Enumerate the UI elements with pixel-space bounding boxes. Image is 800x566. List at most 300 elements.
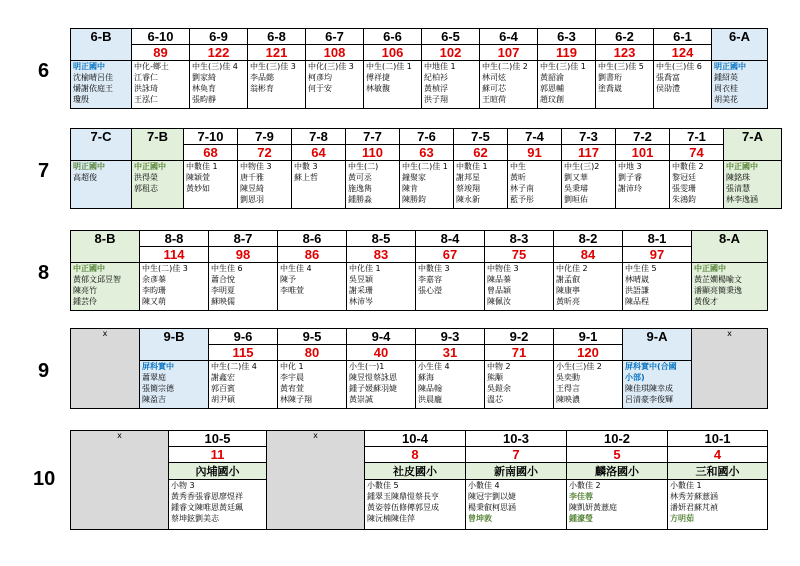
count-8-1: 97 [623,247,692,263]
names-7-6 [400,161,454,209]
name-line: 中物 2 [487,362,511,371]
class-6-4: 6-4 [480,29,538,45]
class-8-7: 8-7 [209,231,278,247]
name-line: 中生(二)佳 4 [211,362,257,371]
name-line: 曾坤敦 [468,514,492,523]
class-6-10: 6-10 [132,29,190,45]
class-6-6: 6-6 [364,29,422,45]
name-line: 沈榆晴呂佳 [73,73,113,82]
name-line: 柯彥均 [308,73,332,82]
count-6-9: 122 [190,45,248,61]
name-line: 黃崇誠 [349,395,373,404]
name-line: 陳永新 [456,195,480,204]
name-line: 小數佳 2 [569,481,601,490]
class-6-9: 6-9 [190,29,248,45]
name-line: 中生(三)佳 5 [598,62,644,71]
count-9-6: 115 [209,345,278,361]
school-name: 中正國中 [726,162,758,171]
name-line: 陳穎萱 [186,173,210,182]
name-line: 中化(三)佳 3 [308,62,354,71]
name-line: 黃郁文邱昱智 [73,275,121,284]
name-line: 林奐育 [192,84,216,93]
name-line: 中化佳 1 [349,264,381,273]
name-line: 陳亮竹 [73,286,97,295]
count-6-5: 102 [422,45,480,61]
name-line: 唐千雅 [240,173,264,182]
class-6-7: 6-7 [306,29,364,45]
name-line: 中數佳 1 [186,162,218,171]
name-line: 中生(三)佳 3 [250,62,296,71]
name-line: 陳冠宇劉以婕 [468,492,516,501]
count-8-2: 84 [554,247,623,263]
name-line: 中生(二)佳 1 [402,162,448,171]
grade-8-table [70,230,768,311]
names-6-10 [132,61,190,109]
name-line: 何于安 [308,84,332,93]
class-7-6: 7-6 [400,129,454,145]
count-6-8: 121 [248,45,306,61]
names-7-1 [670,161,724,209]
count-7-7: 110 [346,145,400,161]
names-7-5 [454,161,508,209]
name-line: 小數佳 1 [670,481,702,490]
name-line: 溫芯 [487,395,503,404]
name-line: 中數佳 1 [456,162,488,171]
name-line: 蕭合悅 [211,275,235,284]
name-line: 小生(三)佳 2 [556,362,602,371]
names-6-1 [654,61,712,109]
name-line: 中生 [510,162,526,171]
name-line: 蕭翠庭 [142,373,166,382]
class-9-2: 9-2 [485,329,554,345]
class-7-5: 7-5 [454,129,508,145]
names-6-3 [538,61,596,109]
names-7-C [71,161,132,209]
name-line: 中化-鄉土 [134,62,169,71]
name-line: 蘇映儒 [211,297,235,306]
class-10-2: 10-2 [567,431,668,447]
school-name: 明正國中 [714,62,746,71]
count-10-3: 7 [466,447,567,463]
count-9-1: 120 [554,345,623,361]
empty-cell: x [71,329,140,409]
name-line: 吳秉璿 [564,184,588,193]
names-7-2 [616,161,670,209]
names-6-9 [190,61,248,109]
name-line: 郭租志 [134,184,158,193]
names-10-5 [169,480,267,530]
name-line: 陳沅楠陳佳萍 [367,514,415,523]
school-name: 明正國中 [73,162,105,171]
name-line: 謝邦星 [456,173,480,182]
empty-cell: x [267,431,365,530]
names-7-A [724,161,782,209]
count-9-5: 80 [278,345,347,361]
class-9-1: 9-1 [554,329,623,345]
name-line: 李昀珊 [142,286,166,295]
name-line: 黃俊才 [694,297,718,306]
name-line: 中生(二)佳 3 [142,264,188,273]
name-line: 吳昱穎 [349,275,373,284]
class-9-5: 9-5 [278,329,347,345]
name-line: 張雯珊 [672,184,696,193]
name-line: 中生(三)佳 6 [656,62,702,71]
class-8-2: 8-2 [554,231,623,247]
name-line: 黎冠廷 [672,173,696,182]
name-line: 中數佳 2 [672,162,704,171]
name-line: 鍾睿文陳唯恩黃廷珮 [171,503,243,512]
name-line: 洪晨龐 [418,395,442,404]
name-line: 胡美花 [714,95,738,104]
name-line: 小數佳 5 [367,481,399,490]
name-line: 張畇靜 [192,95,216,104]
name-line: 鍾翠玉陳鼎愷蔡長亨 [367,492,439,501]
class-6-3: 6-3 [538,29,596,45]
count-9-3: 31 [416,345,485,361]
count-8-8: 114 [140,247,209,263]
name-line: 中物佳 3 [240,162,272,171]
names-8-7 [209,263,278,311]
school-name: 中正國中 [134,162,166,171]
name-line: 黃姿蓉伍修傳郭昱成 [367,503,439,512]
names-10-4 [365,480,466,530]
names-9-5 [278,361,347,409]
name-line: 洪得榮 [134,173,158,182]
names-9-6 [209,361,278,409]
name-line: 鍾紹英 [714,73,738,82]
names-8-5 [347,263,416,311]
names-7-4 [508,161,562,209]
names-8-6 [278,263,347,311]
names-10-2 [567,480,668,530]
name-line: 劉恩羽 [240,195,264,204]
count-10-5: 11 [169,447,267,463]
name-line: 小生佳 4 [418,362,450,371]
count-6-4: 107 [480,45,538,61]
name-line: 林晴崴 [625,275,649,284]
grade-7-table [70,128,782,209]
name-line: 黃芷嫺楊喻文 [694,275,742,284]
class-10-1: 10-1 [668,431,768,447]
names-8-B [71,263,140,311]
name-line: 劉又華 [564,173,588,182]
count-7-3: 117 [562,145,616,161]
names-9-4 [347,361,416,409]
class-6-2: 6-2 [596,29,654,45]
name-line: 陳昱愷蔡詠恩 [349,373,397,382]
names-8-4 [416,263,485,311]
school-name: 明正國中 [73,62,105,71]
name-line: 中物佳 3 [487,264,519,273]
names-6-7 [306,61,364,109]
count-7-5: 62 [454,145,508,161]
class-10-4: 10-4 [365,431,466,447]
grade-10-table [70,430,768,530]
name-line: 黃妙如 [186,184,210,193]
name-line: 李嘉容 [418,275,442,284]
class-7-1: 7-1 [670,129,724,145]
count-10-4: 8 [365,447,466,463]
class-8-A: 8-A [692,231,768,263]
name-line: 小數佳 4 [468,481,500,490]
class-7-9: 7-9 [238,129,292,145]
name-line: 郭百賓 [211,384,235,393]
count-6-3: 119 [538,45,596,61]
name-line: 中生(二) [348,162,379,171]
name-line: 吳鎧余 [487,384,511,393]
names-9-2 [485,361,554,409]
school-name: 中正國中 [73,264,105,273]
name-line: 陳佩汝 [487,297,511,306]
school-name: 屏科實中 [142,362,174,371]
name-line: 李明夏 [211,286,235,295]
name-line: 林司炫 [482,73,506,82]
names-8-2 [554,263,623,311]
name-line: 洪語謙 [625,286,649,295]
name-line: 陳昱綺 [240,184,264,193]
count-8-4: 67 [416,247,485,263]
name-line: 鐘聚家 [402,173,426,182]
name-line: 潘顯亮簡秉逸 [694,286,742,295]
names-6-8 [248,61,306,109]
name-line: 黃秀香張睿恩廖煜祥 [171,492,243,501]
class-9-3: 9-3 [416,329,485,345]
name-line: 李唯萱 [280,286,304,295]
name-line: 藍予彤 [510,195,534,204]
name-line: 郭恩輔 [540,84,564,93]
name-line: 鍾芸伶 [73,297,97,306]
empty-cell: x [71,431,169,530]
school-10-2: 麟洛國小 [567,463,668,480]
names-7-8 [292,161,346,209]
name-line: 林秀芳蘇薏涵 [670,492,718,501]
name-line: 黃昕 [510,173,526,182]
class-7-3: 7-3 [562,129,616,145]
name-line: 蔡竣翔 [456,184,480,193]
name-line: 李佳蓉 [569,492,593,501]
name-line: 陳勝鈞 [402,195,426,204]
class-8-B: 8-B [71,231,140,263]
name-line: 蘇海 [418,373,434,382]
name-line: 陳品程 [625,297,649,306]
class-10-3: 10-3 [466,431,567,447]
class-7-7: 7-7 [346,129,400,145]
name-line: 朱鴻鈞 [672,195,696,204]
name-line: 林敏馥 [366,84,390,93]
class-8-8: 8-8 [140,231,209,247]
names-6-B [71,61,132,109]
name-line: 中地佳 1 [424,62,456,71]
name-line: 洪子翔 [424,95,448,104]
name-line: 謝鑫宏 [211,373,235,382]
names-6-6 [364,61,422,109]
names-6-2 [596,61,654,109]
name-line: 呂清豪李俊輝 [625,395,673,404]
class-8-4: 8-4 [416,231,485,247]
name-line: 蔡坤鉉劉美志 [171,514,219,523]
name-line: 劉晅佑 [564,195,588,204]
count-7-8: 64 [292,145,346,161]
class-7-2: 7-2 [616,129,670,145]
class-7-10: 7-10 [184,129,238,145]
class-6-8: 6-8 [248,29,306,45]
name-line: 中化佳 2 [556,264,588,273]
names-9-A [623,361,692,409]
class-8-3: 8-3 [485,231,554,247]
name-line: 王暄荷 [482,95,506,104]
class-8-5: 8-5 [347,231,416,247]
names-8-A [692,263,768,311]
name-line: 李宇晨 [280,373,304,382]
name-line: 陳凱妍黃薏庭 [569,503,617,512]
class-8-1: 8-1 [623,231,692,247]
name-line: 陳肯 [402,184,418,193]
name-line: 謝沛玲 [618,184,642,193]
name-line: 小生(一)1 [349,362,385,371]
name-line: 洪詠琦 [134,84,158,93]
count-6-10: 89 [132,45,190,61]
name-line: 張心瀅 [418,286,442,295]
name-line: 陳康寧 [556,286,580,295]
class-7-A: 7-A [724,129,782,161]
count-7-6: 63 [400,145,454,161]
empty-cell: x [692,329,768,409]
names-7-3 [562,161,616,209]
names-7-7 [346,161,400,209]
name-line: 蘇可芯 [482,84,506,93]
name-line: 張簡宗德 [142,384,174,393]
name-line: 施逸雋 [348,184,372,193]
name-line: 侯劭澧 [656,84,680,93]
name-line: 陳銘珠 [726,173,750,182]
name-line: 翁彬育 [250,84,274,93]
name-line: 曾品穎 [487,286,511,295]
name-line: 中數佳 3 [418,264,450,273]
count-8-3: 75 [485,247,554,263]
name-line: 周衣桂 [714,84,738,93]
names-7-B [132,161,184,209]
school-name: 小部) [625,373,645,382]
count-8-5: 83 [347,247,416,263]
name-line: 中生佳 4 [280,264,312,273]
name-line: 王泓仁 [134,95,158,104]
name-line: 中地 3 [618,162,642,171]
names-8-1 [623,263,692,311]
names-7-9 [238,161,292,209]
names-9-1 [554,361,623,409]
name-line: 高超俊 [73,173,97,182]
class-7-8: 7-8 [292,129,346,145]
name-line: 劉家綺 [192,73,216,82]
name-line: 林陳子翔 [280,395,312,404]
name-line: 中生(三)2 [564,162,600,171]
count-8-6: 86 [278,247,347,263]
count-7-10: 68 [184,145,238,161]
class-7-4: 7-4 [508,129,562,145]
grade-9-label: 9 [38,360,50,382]
name-line: 陳又萌 [142,297,166,306]
name-line: 潘妍君蘇芃禎 [670,503,718,512]
grade-6-label: 6 [38,60,50,82]
names-9-B [140,361,209,409]
class-9-4: 9-4 [347,329,416,345]
name-line: 李品懿 [250,73,274,82]
count-9-2: 71 [485,345,554,361]
class-9-B: 9-B [140,329,209,361]
name-line: 黃可丞 [348,173,372,182]
name-line: 林李逸涵 [726,195,758,204]
name-line: 楊秉叡柯思涵 [468,503,516,512]
class-6-A: 6-A [712,29,768,61]
names-6-4 [480,61,538,109]
name-line: 中生佳 6 [211,264,243,273]
name-line: 紀柏衫 [424,73,448,82]
school-name: 屏科實中(合國 [625,362,677,371]
name-line: 黃楨浮 [424,84,448,93]
name-line: 張清慧 [726,184,750,193]
grade-10-label: 10 [33,468,56,490]
names-6-5 [422,61,480,109]
grade-7-label: 7 [38,160,50,182]
name-line: 謝采珊 [349,286,373,295]
class-6-B: 6-B [71,29,132,61]
name-line: 中生(二)佳 1 [366,62,412,71]
count-6-2: 123 [596,45,654,61]
class-8-6: 8-6 [278,231,347,247]
name-line: 小物 3 [171,481,195,490]
count-7-9: 72 [238,145,292,161]
name-line: 中化 1 [280,362,304,371]
name-line: 林沛岑 [349,297,373,306]
name-line: 鍾子媛蘇羽婕 [349,384,397,393]
name-line: 鍾勝淼 [348,195,372,204]
names-8-8 [140,263,209,311]
name-line: 余彥蓁 [142,275,166,284]
count-7-4: 91 [508,145,562,161]
class-10-5: 10-5 [169,431,267,447]
names-9-3 [416,361,485,409]
name-line: 謝孟叡 [556,275,580,284]
name-line: 中生佳 5 [625,264,657,273]
name-line: 劉子睿 [618,173,642,182]
count-8-7: 98 [209,247,278,263]
name-line: 胡尹碩 [211,395,235,404]
name-line: 黃宥萱 [280,384,304,393]
names-6-A [712,61,768,109]
names-8-3 [485,263,554,311]
name-line: 塗喬崴 [598,84,622,93]
name-line: 張喬富 [656,73,680,82]
name-line: 陳予 [280,275,296,284]
name-line: 陳映濃 [556,395,580,404]
count-7-2: 101 [616,145,670,161]
class-9-6: 9-6 [209,329,278,345]
name-line: 傅祥捷 [366,73,390,82]
name-line: 黃韶渝 [540,73,564,82]
names-10-1 [668,480,768,530]
name-line: 瓊殷 [73,95,89,104]
name-line: 陳佳琪陳幸成 [625,384,673,393]
name-line: 江睿仁 [134,73,158,82]
name-line: 爝謝依庭王 [73,84,113,93]
grade-6-table [70,28,768,109]
class-6-1: 6-1 [654,29,712,45]
school-10-5: 內埔國小 [169,463,267,480]
class-7-C: 7-C [71,129,132,161]
count-7-1: 74 [670,145,724,161]
class-9-A: 9-A [623,329,692,361]
count-6-1: 124 [654,45,712,61]
